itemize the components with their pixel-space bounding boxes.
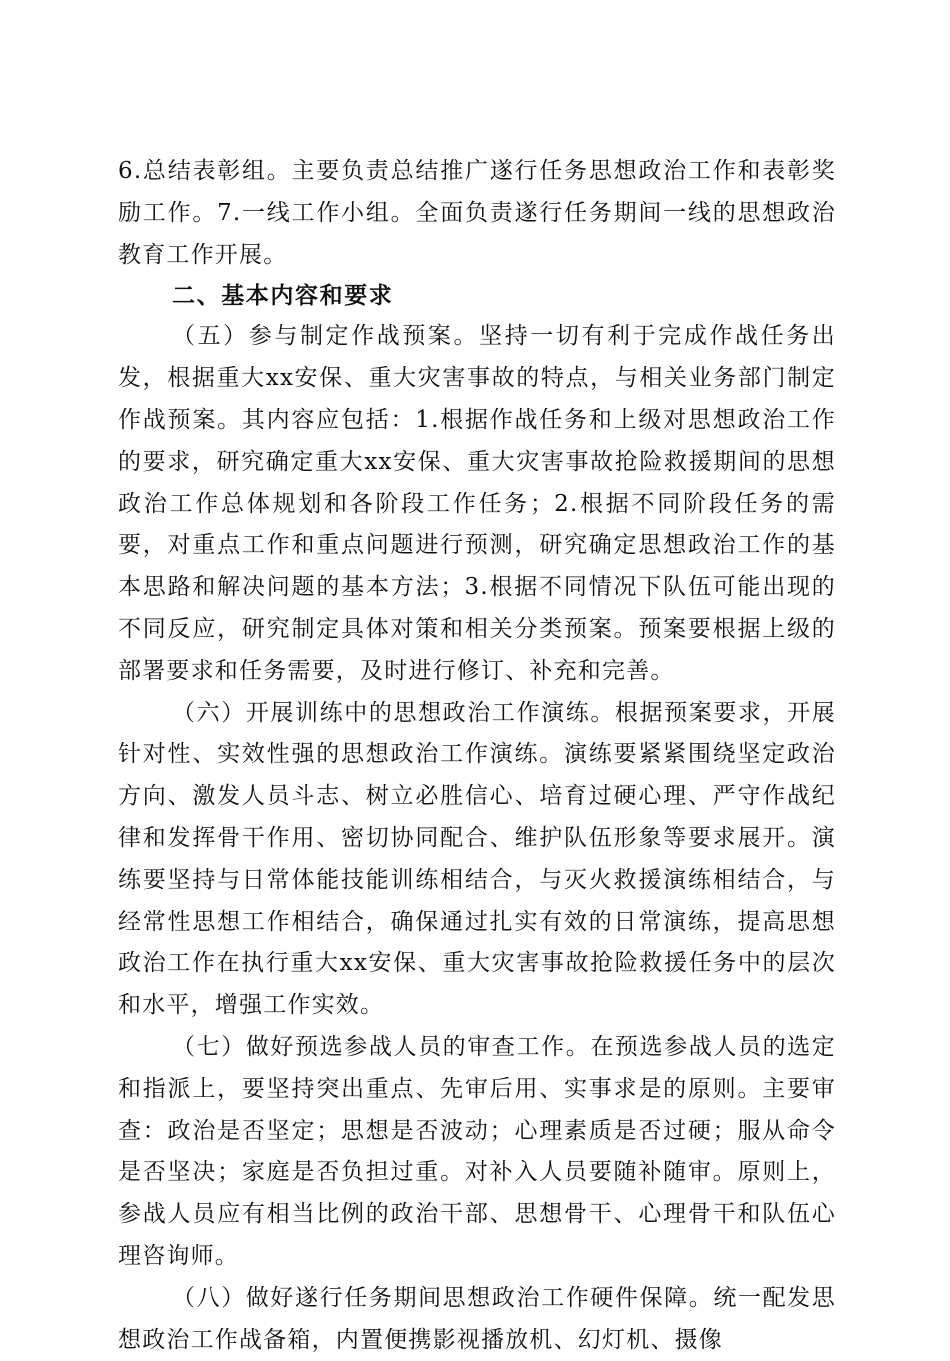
paragraph-item-5: （五）参与制定作战预案。坚持一切有利于完成作战任务出发，根据重大xx安保、重大灾害事故的特点，与相关业务部门制定作战预案。其内容应包括：1.根据作战任务和上级对思想政治工作的要求，研究确定重大xx安保、重大灾害事故抢险救援期间的思想政治工作总体规划和各阶段工作任务；2.根据不同阶段任务的需要，对重点工作和重点问题进行预测，研究确定思想政治工作的基本思路和解决问题的基本方法；3.根据不同情况下队伍可能出现的不同反应，研究制定具体对策和相关分类预案。预案要根据上级的部署要求和任务需要，及时进行修订、补充和完善。 — [118, 323, 836, 684]
section-heading: 二、基本内容和要求 — [172, 283, 394, 310]
paragraph-item-7: （七）做好预选参战人员的审查工作。在预选参战人员的选定和指派上，要坚持突出重点、先审后用、实事求是的原则。主要审查：政治是否坚定；思想是否波动；心理素质是否过硬；服从命令是否坚决；家庭是否负担过重。对补入人员要随补随审。原则上，参战人员应有相当比例的政治干部、思想骨干、心理骨干和队伍心理咨询师。 — [118, 1033, 836, 1269]
paragraph-item-6: （六）开展训练中的思想政治工作演练。根据预案要求，开展针对性、实效性强的思想政治工作演练。演练要紧紧围绕坚定政治方向、激发人员斗志、树立必胜信心、培育过硬心理、严守作战纪律和发挥骨干作用、密切协同配合、维护队伍形象等要求展开。演练要坚持与日常体能技能训练相结合，与灭火救援演练相结合，与经常性思想工作相结合，确保通过扎实有效的日常演练，提高思想政治工作在执行重大xx安保、重大灾害事故抢险救援任务中的层次和水平，增强工作实效。 — [118, 699, 836, 1019]
document-body — [118, 151, 836, 1361]
paragraph-continued: 6.总结表彰组。主要负责总结推广遂行任务思想政治工作和表彰奖励工作。7.一线工作小组。全面负责遂行任务期间一线的思想政治教育工作开展。 — [118, 158, 836, 268]
paragraph-item-8: （八）做好遂行任务期间思想政治工作硬件保障。统一配发思想政治工作战备箱，内置便携影视播放机、幻灯机、摄像 — [118, 1284, 836, 1353]
